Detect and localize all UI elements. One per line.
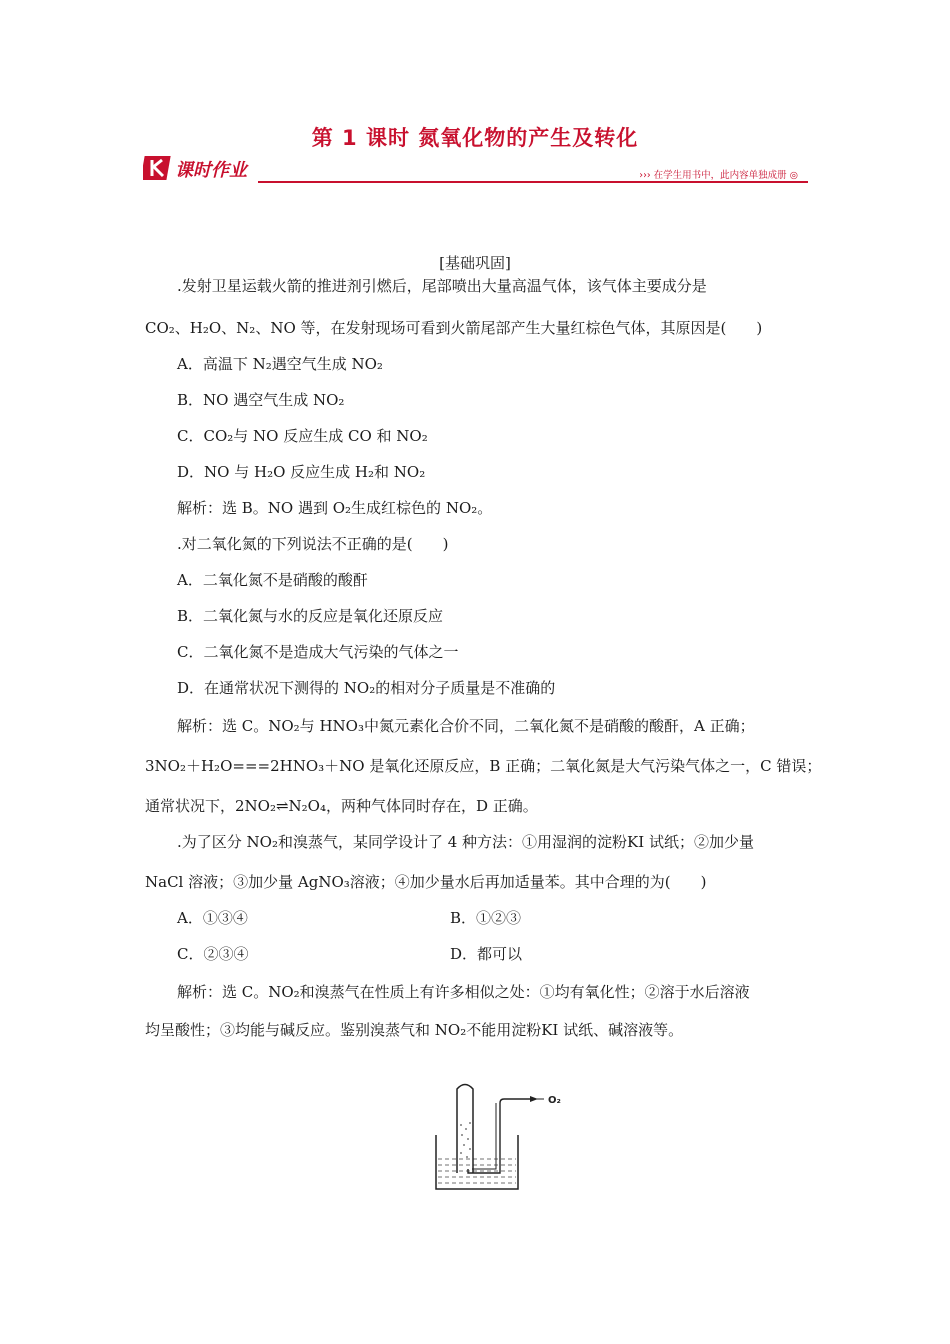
q2-option-c: C．二氧化氮不是造成大气污染的气体之一 xyxy=(177,643,459,661)
k-logo-icon xyxy=(143,154,173,182)
q3-option-b: B．①②③ xyxy=(450,909,522,927)
delivery-tube xyxy=(468,1099,532,1173)
banner-label: 课时作业 xyxy=(175,160,247,181)
q1-option-a: A．高温下 N₂遇空气生成 NO₂ xyxy=(177,355,383,373)
q3-option-c: C．②③④ xyxy=(177,945,249,963)
q3-option-a: A．①③④ xyxy=(177,909,248,927)
q1-option-c: C．CO₂与 NO 反应生成 CO 和 NO₂ xyxy=(177,427,428,445)
apparatus-figure xyxy=(420,1077,570,1195)
section-title: [基础巩固] xyxy=(439,254,511,272)
q2-analysis-line-3: 通常状况下，2NO₂⇌N₂O₄，两种气体同时存在，D 正确。 xyxy=(145,797,538,815)
q2-option-b: B．二氧化氮与水的反应是氧化还原反应 xyxy=(177,607,444,625)
q2-option-a: A．二氧化氮不是硝酸的酸酐 xyxy=(177,571,368,589)
q1-stem-line-2: CO₂、H₂O、N₂、NO 等，在发射现场可看到火箭尾部产生大量红棕色气体，其原因是( ) xyxy=(145,319,763,337)
q2-analysis-line-1: 解析：选 C。NO₂与 HNO₃中氮元素化合价不同，二氧化氮不是硝酸的酸酐，A 正确； xyxy=(177,717,755,735)
q3-stem-line-2: NaCl 溶液；③加少量 AgNO₃溶液；④加少量水后再加适量苯。其中合理的为( ) xyxy=(145,873,707,891)
tube-liquid xyxy=(460,1122,471,1158)
q3-analysis-line-1: 解析：选 C。NO₂和溴蒸气在性质上有许多相似之处：①均有氧化性；②溶于水后溶液 xyxy=(177,983,750,1001)
q1-option-d: D．NO 与 H₂O 反应生成 H₂和 NO₂ xyxy=(177,463,426,481)
q2-option-d: D．在通常状况下测得的 NO₂的相对分子质量是不准确的 xyxy=(177,679,556,697)
q3-stem-line-1: .为了区分 NO₂和溴蒸气，某同学设计了 4 种方法：①用湿润的淀粉KI 试纸；②加少量 xyxy=(177,833,754,851)
q2-stem: .对二氧化氮的下列说法不正确的是( ) xyxy=(177,535,449,553)
trough xyxy=(436,1135,518,1189)
banner-divider xyxy=(258,181,808,183)
page-title: 第 1 课时 氮氧化物的产生及转化 xyxy=(311,126,639,150)
q1-analysis: 解析：选 B。NO 遇到 O₂生成红棕色的 NO₂。 xyxy=(177,499,493,517)
section-banner xyxy=(143,152,808,186)
o2-label: O₂ xyxy=(548,1095,561,1106)
q3-option-d: D．都可以 xyxy=(450,945,523,963)
test-tube xyxy=(457,1085,473,1174)
q3-analysis-line-2: 均呈酸性；③均能与碱反应。鉴别溴蒸气和 NO₂不能用淀粉KI 试纸、碱溶液等。 xyxy=(145,1021,684,1039)
q1-option-b: B．NO 遇空气生成 NO₂ xyxy=(177,391,345,409)
q1-stem-line-1: .发射卫星运载火箭的推进剂引燃后，尾部喷出大量高温气体，该气体主要成分是 xyxy=(177,277,707,295)
banner-note: ››› 在学生用书中，此内容单独成册 ◎ xyxy=(639,170,798,181)
q2-analysis-line-2: 3NO₂＋H₂O===2HNO₃＋NO 是氧化还原反应，B 正确；二氧化氮是大气污染气体之一，C 错误； xyxy=(145,757,822,775)
water-surface xyxy=(438,1159,516,1183)
